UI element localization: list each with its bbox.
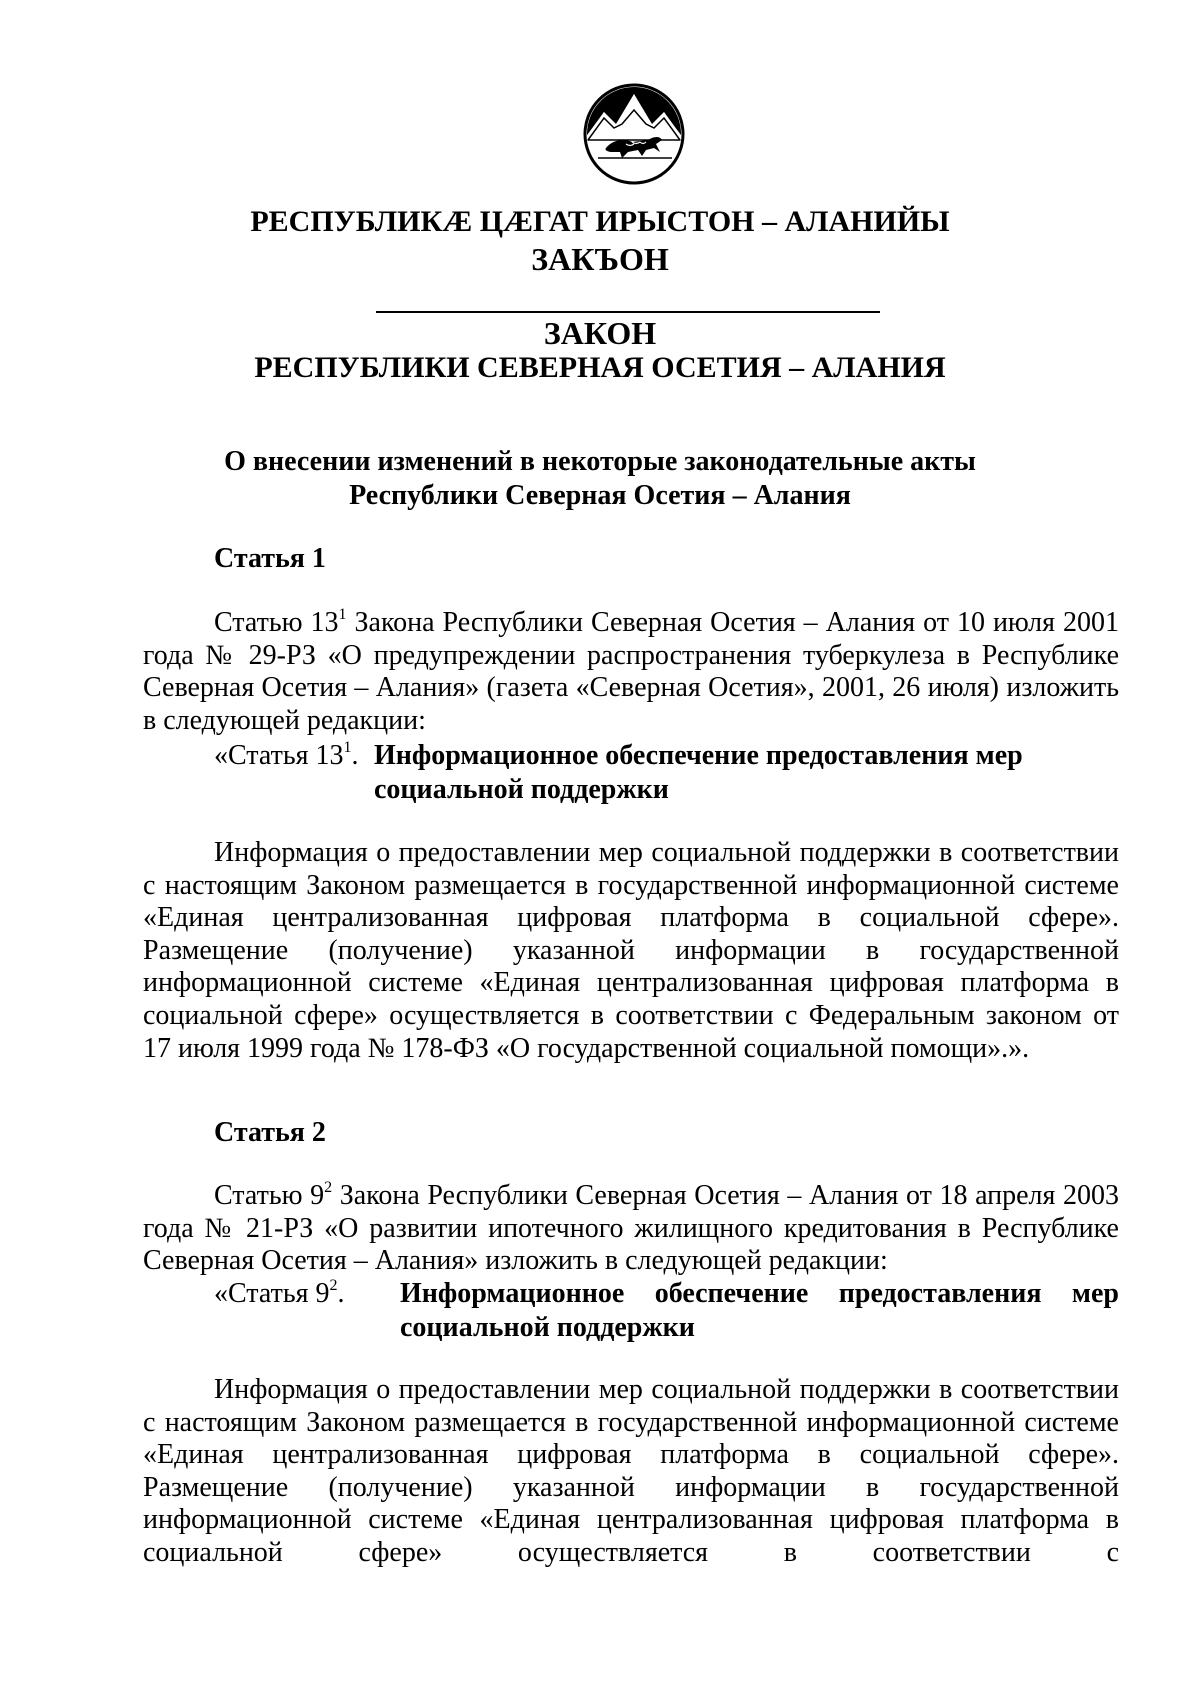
article1-body: Информация о предоставлении мер социальной поддержки в соответствии с настоящим Законом размещается в государственной информационной системе «Единая централизованная цифровая платформа в социальной сфере». Размещение (получение) указанной информации в государственной информационной системе «Единая централизованная цифровая платформа в социальной сфере» осуществляется в соответствии с Федеральным законом от 17 июля 1999 года № 178-ФЗ «О государственной социальной помощи».». xyxy=(143,837,1119,1064)
article1-intro xyxy=(143,607,1119,737)
article1-heading: Статья 1 xyxy=(214,543,326,574)
article1-intro-start: Статью 13 xyxy=(214,607,339,638)
article1-intro-superscript: 1 xyxy=(338,606,347,623)
article2-quote-title-line2: социальной поддержки xyxy=(400,1312,695,1343)
article2-heading: Статья 2 xyxy=(214,1117,326,1148)
article1-quote-title-line1: Информационное обеспечение предоставления мер xyxy=(374,740,1023,771)
document-title-line1: О внесении изменений в некоторые законодательные акты xyxy=(224,446,976,477)
header-ossetian-title: РЕСПУБЛИКӔ ЦӔГАТ ИРЫСТОН – АЛАНИЙЫ xyxy=(250,205,950,238)
article1-quote-title-line2: социальной поддержки xyxy=(374,774,669,805)
article2-quote-title-line1: Информационное обеспечение предоставления мер xyxy=(400,1278,1119,1309)
article1-quote-label: «Статья $13^1$. xyxy=(214,739,359,771)
article2-body: Информация о предоставлении мер социальной поддержки в соответствии с настоящим Законом размещается в государственной информационной системе «Единая централизованная цифровая платформа в социальной сфере». Размещение (получение) указанной информации в государственной информационной системе «Единая централизованная цифровая платформа в социальной сфере» осуществляется в соответствии с xyxy=(143,1374,1119,1568)
header-divider xyxy=(376,311,880,313)
article1-intro-rest: Закона Республики Северная Осетия – Алания от 10 июля 2001 года № 29-РЗ «О предупреждении распространения туберкулеза в Республике Северная Осетия – Алания» (газета «Северная Осетия», 2001, 26 июля) изложить в следующей редакции: xyxy=(143,607,1119,736)
article2-intro-start: Статью 9 xyxy=(214,1180,325,1211)
header-russian-law: ЗАКОН xyxy=(543,315,657,351)
article2-intro-superscript: 2 xyxy=(324,1179,333,1196)
article2-quote-label: «Статья $9^2$. xyxy=(214,1277,345,1309)
document-title-line2: Республики Северная Осетия – Алания xyxy=(349,480,851,511)
article2-intro xyxy=(143,1180,1119,1278)
coat-of-arms-emblem xyxy=(582,82,686,186)
header-ossetian-law: ЗАКЪОН xyxy=(531,241,669,277)
article2-intro-rest: Закона Республики Северная Осетия – Алания от 18 апреля 2003 года № 21-РЗ «О развитии ипотечного жилищного кредитования в Республике Северная Осетия – Алания» изложить в следующей редакции: xyxy=(143,1180,1119,1277)
header-russian-title: РЕСПУБЛИКИ СЕВЕРНАЯ ОСЕТИЯ – АЛАНИЯ xyxy=(254,351,946,384)
